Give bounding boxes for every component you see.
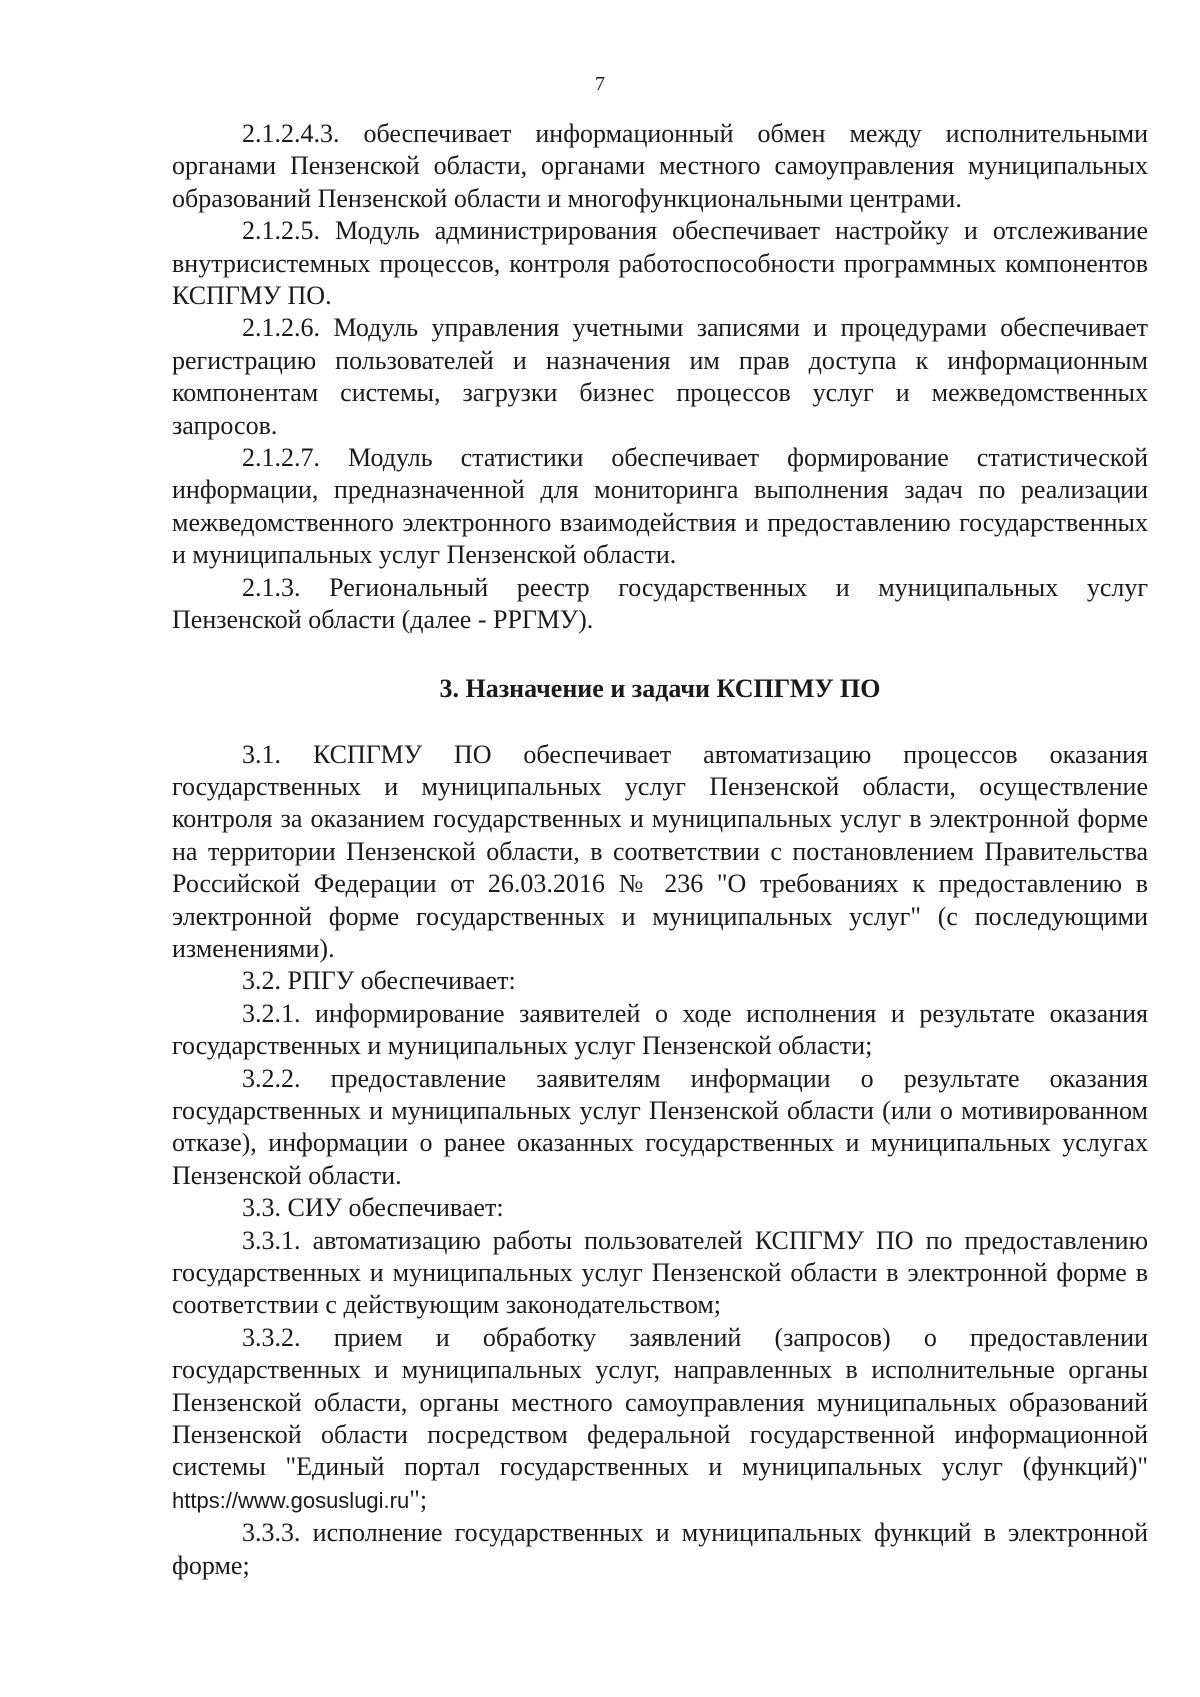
paragraph-2-1-2-4-3: 2.1.2.4.3. обеспечивает информационный обмен между исполнительными органами Пензенской области, органами местного самоуправления муниципальных образований Пензенской области и многофункциональными центрами. <box>172 119 1148 213</box>
paragraph-3-3-3: 3.3.3. исполнение государственных и муниципальных функций в электронной форме; <box>172 1518 1148 1580</box>
paragraph-3-1: 3.1. КСПГМУ ПО обеспечивает автоматизацию процессов оказания государственных и муниципальных услуг Пензенской области, осуществление контроля за оказанием государственных и муниципальных услуг в электронной форме на территории Пензенской области, в соответствии с постановлением Правительства Российской Федерации от 26.03.2016 № 236 "О требованиях к предоставлению в электронной форме государственных и муниципальных услуг" (с последующими изменениями). <box>172 739 1148 963</box>
paragraph-3-2-1: 3.2.1. информирование заявителей о ходе исполнения и результате оказания государственных и муниципальных услуг Пензенской области; <box>172 998 1148 1061</box>
paragraph-3-3-2-text: 3.3.2. прием и обработку заявлений (запросов) о предоставлении государственных и муниципальных услуг, направленных в исполнительные органы Пензенской области, органы местного самоуправления муниципальных образований Пензенской области посредством федеральной государственной информационной системы "Единый портал государственных и муниципальных услуг (функций)" <box>172 1322 1148 1482</box>
paragraph-3-2-2: 3.2.2. предоставление заявителям информации о результате оказания государственных и муниципальных услуг Пензенской области (или о мотивированном отказе), информации о ранее оказанных государственных и муниципальных услугах Пензенской области. <box>172 1063 1148 1190</box>
section-3-heading: 3. Назначение и задачи КСПГМУ ПО <box>439 673 881 703</box>
paragraph-2-1-2-6: 2.1.2.6. Модуль управления учетными записями и процедурами обеспечивает регистрацию пользователей и назначения им прав доступа к информационным компонентам системы, загрузки бизнес процессов услуг и межведомственных запросов. <box>172 313 1148 440</box>
gosuslugi-link[interactable]: https://www.gosuslugi.ru <box>172 1487 410 1513</box>
paragraph-3-3-1: 3.3.1. автоматизацию работы пользователей КСПГМУ ПО по предоставлению государственных и муниципальных услуг Пензенской области в электронной форме в соответствии с действующим законодательством; <box>172 1225 1148 1320</box>
paragraph-3-2: 3.2. РПГУ обеспечивает: <box>242 966 516 996</box>
paragraph-2-1-2-5: 2.1.2.5. Модуль администрирования обеспечивает настройку и отслеживание внутрисистемных процессов, контроля работоспособности программных компонентов КСПГМУ ПО. <box>172 216 1148 311</box>
paragraph-2-1-3: 2.1.3. Региональный реестр государственных и муниципальных услуг Пензенской области (далее - РРГМУ). <box>172 572 1148 635</box>
paragraph-3-3-2 <box>172 1322 1148 1517</box>
page-number: 7 <box>595 73 605 95</box>
paragraph-3-3: 3.3. СИУ обеспечивает: <box>242 1193 504 1223</box>
paragraph-3-3-2-end: "; <box>409 1484 428 1514</box>
document-body <box>172 118 1148 1582</box>
paragraph-2-1-2-7: 2.1.2.7. Модуль статистики обеспечивает формирование статистической информации, предназначенной для мониторинга выполнения задач по реализации межведомственного электронного взаимодействия и предоставлению государственных и муниципальных услуг Пензенской области. <box>172 443 1148 570</box>
